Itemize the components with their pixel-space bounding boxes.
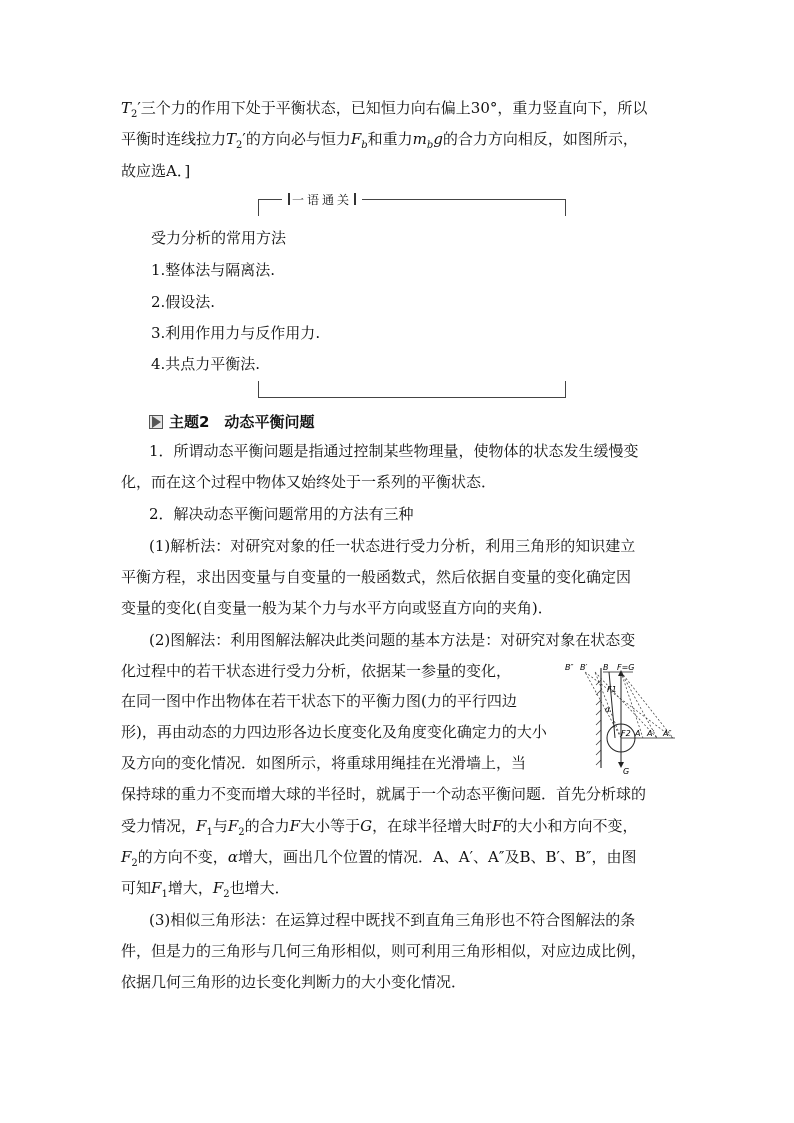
summary-title: 受力分析的常用方法 <box>151 229 287 247</box>
label-A-double-prime: A″ <box>663 729 672 738</box>
text-line: (2)图解法：利用图解法解决此类问题的基本方法是：对研究对象在状态变 <box>149 631 636 649</box>
text-line: 件，但是力的三角形与几何三角形相似，则可利用三角形相似，对应边成比例， <box>121 942 647 960</box>
text-line: 在同一图中作出物体在若干状态下的平衡力图(力的平行四边 <box>121 692 517 710</box>
topic-heading: 主题2 动态平衡问题 <box>149 411 314 432</box>
text-line: 故应选A．] <box>121 162 191 180</box>
label-F2: F2 <box>621 729 631 738</box>
label-B-double-prime: B″ <box>565 663 574 672</box>
text-line: (1)解析法：对研究对象的任一状态进行受力分析，利用三角形的知识建立 <box>149 537 636 555</box>
text-line: 形)，再由动态的力四边形各边长度变化及角度变化确定力的大小 <box>121 723 547 741</box>
play-triangle-icon <box>149 415 163 429</box>
force-diagram <box>563 660 681 775</box>
label-B: B <box>603 663 609 672</box>
label-alpha: α <box>605 705 611 714</box>
summary-box-label: 一语通关 <box>282 191 362 208</box>
text-line: 可知$F_1$增大，$F_2$也增大． <box>121 879 290 900</box>
summary-item: 4.共点力平衡法. <box>151 355 261 373</box>
summary-item: 2.假设法. <box>151 293 216 311</box>
text-line: 受力情况，$F_1$与$F_2$的合力F大小等于G，在球半径增大时F的大小和方向不变， <box>121 817 638 838</box>
text-line: 变量的变化(自变量一般为某个力与水平方向或竖直方向的夹角)． <box>121 599 553 617</box>
text-line: 化过程中的若干状态进行受力分析，依据某一参量的变化， <box>121 662 512 680</box>
label-G: G <box>623 767 630 775</box>
text-line: 化，而在这个过程中物体又始终处于一系列的平衡状态． <box>121 473 497 491</box>
text-line: 依据几何三角形的边长变化判断力的大小变化情况． <box>121 973 467 991</box>
text-line: (3)相似三角形法：在运算过程中既找不到直角三角形也不符合图解法的条 <box>149 911 636 929</box>
text-line: 及方向的变化情况．如图所示，将重球用绳挂在光滑墙上，当 <box>121 754 527 772</box>
summary-item: 3.利用作用力与反作用力. <box>151 324 321 342</box>
label-F1: F1 <box>607 685 617 694</box>
text-line: 平衡方程，求出因变量与自变量的一般函数式，然后依据自变量的变化确定因 <box>121 568 632 586</box>
text-line: $T_2'$三个力的作用下处于平衡状态，已知恒力向右偏上30°，重力竖直向下，所以 <box>121 99 648 120</box>
text-line: $F_2$的方向不变，α增大，画出几个位置的情况．A、A′、A″及B、B′、B″，由图 <box>121 848 637 869</box>
label-A-prime: A′ <box>647 729 655 738</box>
summary-item: 1.整体法与隔离法. <box>151 261 276 279</box>
label-A: A <box>635 729 641 738</box>
summary-box-bottom <box>258 381 566 398</box>
text-line: 平衡时连线拉力$T_2'$的方向必与恒力$F_b$和重力$m_bg$的合力方向相反，如图所示， <box>121 130 638 151</box>
wall-hatch <box>596 680 601 765</box>
text-line: 1．所谓动态平衡问题是指通过控制某些物理量，使物体的状态发生缓慢变 <box>149 442 639 460</box>
label-F-equals-G: F=G <box>617 663 635 672</box>
text-line: 2．解决动态平衡问题常用的方法有三种 <box>149 505 414 523</box>
text-line: 保持球的重力不变而增大球的半径时，就属于一个动态平衡问题．首先分析球的 <box>121 785 647 803</box>
label-B-prime: B′ <box>580 663 588 672</box>
